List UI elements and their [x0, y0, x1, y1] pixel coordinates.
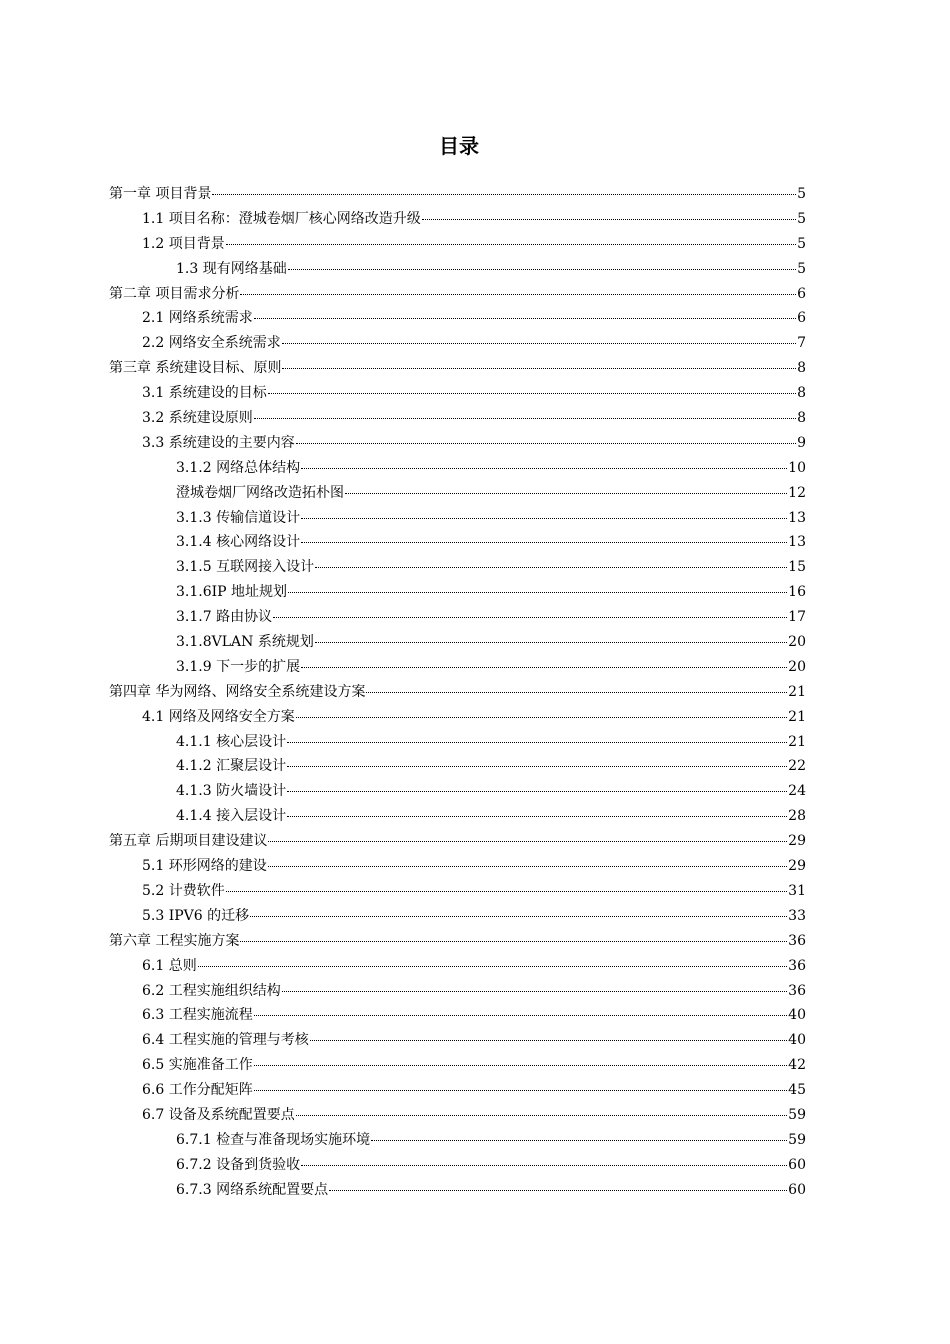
dot-leader — [268, 840, 787, 842]
toc-page-number: 9 — [797, 434, 806, 451]
dot-leader — [273, 616, 787, 618]
toc-page-number: 12 — [788, 484, 806, 501]
toc-entry[interactable] — [176, 605, 806, 630]
dot-leader — [226, 243, 796, 245]
toc-page-number: 29 — [788, 858, 806, 875]
toc-entry-title: 第五章 后期项目建设建议 — [109, 833, 268, 850]
toc-entry-title: 3.1.4 核心网络设计 — [176, 534, 301, 551]
toc-entry-title: 第一章 项目背景 — [109, 186, 212, 202]
toc-entry-title: 第二章 项目需求分析 — [109, 285, 240, 302]
toc-page-number: 15 — [788, 559, 806, 576]
toc-entry[interactable] — [142, 331, 806, 356]
toc-page-number: 6 — [797, 310, 806, 327]
toc-entry-title: 4.1.1 核心层设计 — [176, 733, 287, 750]
toc-entry-title: 3.1.2 网络总体结构 — [176, 459, 301, 476]
toc-entry[interactable] — [109, 282, 806, 307]
toc-entry-title: 6.3 工程实施流程 — [142, 1007, 253, 1024]
toc-page-number: 36 — [788, 957, 806, 974]
toc-entry[interactable] — [109, 829, 806, 854]
toc-page-number: 7 — [797, 335, 806, 352]
toc-entry-title: 第三章 系统建设目标、原则 — [109, 360, 282, 377]
toc-entry[interactable] — [142, 854, 806, 879]
toc-page-number: 33 — [788, 907, 806, 924]
dot-leader — [287, 765, 787, 767]
toc-entry[interactable] — [176, 506, 806, 531]
toc-entry-title: 4.1.2 汇聚层设计 — [176, 758, 287, 775]
toc-page-number: 28 — [788, 808, 806, 825]
dot-leader — [240, 940, 787, 942]
toc-entry[interactable] — [109, 929, 806, 954]
toc-entry-title: 1.1 项目名称：澄城卷烟厂核心网络改造升级 — [142, 210, 421, 227]
toc-page-number: 13 — [788, 509, 806, 526]
toc-entry-title: 6.7.3 网络系统配置要点 — [176, 1181, 329, 1198]
toc-page-number: 36 — [788, 982, 806, 999]
toc-entry[interactable] — [142, 705, 806, 730]
toc-entry-title: 3.1.8VLAN 系统规划 — [176, 634, 314, 651]
toc-entry[interactable] — [142, 1003, 806, 1028]
page-title: 目录 — [439, 134, 479, 158]
toc-entry-title: 5.1 环形网络的建设 — [142, 858, 267, 875]
dot-leader — [287, 815, 787, 817]
dot-leader — [329, 1189, 787, 1191]
toc-entry[interactable] — [176, 555, 806, 580]
toc-entry-title: 1.3 现有网络基础 — [176, 260, 287, 277]
toc-page-number: 5 — [797, 210, 806, 227]
toc-entry-title: 第六章 工程实施方案 — [109, 932, 240, 949]
dot-leader — [254, 417, 796, 419]
toc-entry[interactable] — [142, 406, 806, 431]
dot-leader — [282, 342, 796, 344]
toc-entry-title: 6.7.1 检查与准备现场实施环境 — [176, 1131, 371, 1148]
toc-entry[interactable] — [142, 207, 806, 232]
dot-leader — [198, 965, 787, 967]
toc-page-number: 60 — [788, 1181, 806, 1198]
toc-entry-title: 4.1 网络及网络安全方案 — [142, 708, 295, 725]
dot-leader — [288, 268, 796, 270]
toc-entry[interactable] — [109, 182, 806, 207]
toc-page-number: 40 — [788, 1032, 806, 1049]
dot-leader — [301, 467, 787, 469]
toc-entry-title: 4.1.3 防火墙设计 — [176, 783, 287, 800]
dot-leader — [254, 1064, 787, 1066]
dot-leader — [345, 492, 787, 494]
toc-page-number: 8 — [797, 410, 806, 427]
toc-entry[interactable] — [176, 804, 806, 829]
toc-entry[interactable] — [142, 1053, 806, 1078]
toc-entry[interactable] — [176, 1178, 806, 1203]
toc-entry[interactable] — [142, 954, 806, 979]
toc-entry[interactable] — [176, 754, 806, 779]
toc-page-number: 60 — [788, 1156, 806, 1173]
toc-entry[interactable] — [176, 730, 806, 755]
toc-entry-title: 1.2 项目背景 — [142, 235, 225, 252]
dot-leader — [301, 1164, 787, 1166]
toc-page-number: 29 — [788, 833, 806, 850]
toc-entry[interactable] — [142, 381, 806, 406]
toc-page-number: 59 — [788, 1131, 806, 1148]
toc-entry[interactable] — [109, 680, 806, 705]
toc-page-number: 5 — [797, 235, 806, 252]
toc-entry-title: 第四章 华为网络、网络安全系统建设方案 — [109, 683, 366, 700]
dot-leader — [268, 865, 787, 867]
dot-leader — [240, 293, 796, 295]
toc-entry-title: 3.1.6IP 地址规划 — [176, 584, 288, 601]
toc-entry[interactable] — [176, 655, 806, 680]
toc-page-number: 8 — [797, 360, 806, 377]
toc-entry[interactable] — [142, 232, 806, 257]
dot-leader — [212, 193, 796, 195]
toc-page-number: 22 — [788, 758, 806, 775]
toc-page-number: 17 — [788, 609, 806, 626]
toc-entry-title: 澄城卷烟厂网络改造拓朴图 — [176, 484, 344, 501]
dot-leader — [366, 691, 787, 693]
toc-entry[interactable] — [142, 431, 806, 456]
toc-page-number: 6 — [797, 285, 806, 302]
dot-leader — [254, 1089, 787, 1091]
toc-entry-title: 6.7.2 设备到货验收 — [176, 1156, 301, 1173]
dot-leader — [315, 566, 787, 568]
toc-entry-title: 6.5 实施准备工作 — [142, 1057, 253, 1074]
toc-entry[interactable] — [142, 1078, 806, 1103]
toc-entry[interactable] — [176, 1128, 806, 1153]
toc-page-number: 5 — [797, 186, 806, 202]
dot-leader — [282, 990, 787, 992]
toc-page-number: 5 — [797, 260, 806, 277]
toc-entry-title: 3.1.3 传输信道设计 — [176, 509, 301, 526]
toc-entry[interactable] — [142, 1103, 806, 1128]
dot-leader — [301, 541, 787, 543]
dot-leader — [287, 790, 787, 792]
toc-entry-title: 3.1.5 互联网接入设计 — [176, 559, 315, 576]
toc-entry-title: 3.1 系统建设的目标 — [142, 385, 267, 402]
dot-leader — [310, 1039, 787, 1041]
toc-entry[interactable] — [142, 879, 806, 904]
dot-leader — [287, 741, 787, 743]
toc-entry-title: 6.6 工作分配矩阵 — [142, 1082, 253, 1099]
toc-page-number: 10 — [788, 459, 806, 476]
toc-entry[interactable] — [176, 456, 806, 481]
toc-entry[interactable] — [176, 630, 806, 655]
toc-page-number: 45 — [788, 1082, 806, 1099]
toc-page-number: 21 — [788, 733, 806, 750]
toc-page-number: 36 — [788, 932, 806, 949]
dot-leader — [301, 517, 787, 519]
toc-entry-title: 5.2 计费软件 — [142, 882, 225, 899]
toc-entry[interactable] — [142, 904, 806, 929]
toc-entry[interactable] — [142, 306, 806, 331]
dot-leader — [296, 1114, 787, 1116]
toc-entry[interactable] — [176, 530, 806, 555]
toc-entry-title: 4.1.4 接入层设计 — [176, 808, 287, 825]
toc-entry[interactable] — [176, 257, 806, 282]
toc-entry-title: 6.4 工程实施的管理与考核 — [142, 1032, 309, 1049]
toc-entry[interactable] — [176, 779, 806, 804]
toc-page-number: 42 — [788, 1057, 806, 1074]
toc-entry[interactable] — [176, 580, 806, 605]
toc-page-number: 59 — [788, 1106, 806, 1123]
dot-leader — [282, 367, 796, 369]
toc-entry-title: 5.3 IPV6 的迁移 — [142, 907, 250, 924]
dot-leader — [296, 716, 787, 718]
dot-leader — [226, 890, 787, 892]
dot-leader — [254, 317, 796, 319]
dot-leader — [288, 591, 787, 593]
toc-entry-title: 3.2 系统建设原则 — [142, 410, 253, 427]
toc-entry-title: 2.1 网络系统需求 — [142, 310, 253, 327]
toc-entry[interactable] — [176, 481, 806, 506]
toc-page-number: 24 — [788, 783, 806, 800]
toc-entry[interactable] — [142, 979, 806, 1004]
toc-entry-title: 3.3 系统建设的主要内容 — [142, 434, 295, 451]
toc-entry-title: 6.1 总则 — [142, 957, 197, 974]
toc-entry-title: 6.2 工程实施组织结构 — [142, 982, 281, 999]
dot-leader — [315, 641, 787, 643]
toc-page-number: 20 — [788, 658, 806, 675]
toc-entry-title: 3.1.7 路由协议 — [176, 609, 273, 626]
toc-entry-title: 6.7 设备及系统配置要点 — [142, 1106, 295, 1123]
dot-leader — [422, 218, 796, 220]
toc-page-number: 40 — [788, 1007, 806, 1024]
toc-page-number: 13 — [788, 534, 806, 551]
toc-page-number: 16 — [788, 584, 806, 601]
toc-list — [0, 182, 950, 1203]
toc-entry[interactable] — [142, 1028, 806, 1053]
toc-page-number: 21 — [788, 708, 806, 725]
toc-entry[interactable] — [109, 356, 806, 381]
toc-page-number: 21 — [788, 683, 806, 700]
toc-entry[interactable] — [176, 1153, 806, 1178]
toc-entry-title: 3.1.9 下一步的扩展 — [176, 658, 301, 675]
toc-page-number: 31 — [788, 882, 806, 899]
toc-page-number: 8 — [797, 385, 806, 402]
dot-leader — [301, 666, 787, 668]
dot-leader — [268, 392, 796, 394]
toc-entry-title: 2.2 网络安全系统需求 — [142, 335, 281, 352]
dot-leader — [250, 915, 787, 917]
toc-page-number: 20 — [788, 634, 806, 651]
dot-leader — [296, 442, 796, 444]
dot-leader — [254, 1014, 787, 1016]
dot-leader — [371, 1139, 787, 1141]
